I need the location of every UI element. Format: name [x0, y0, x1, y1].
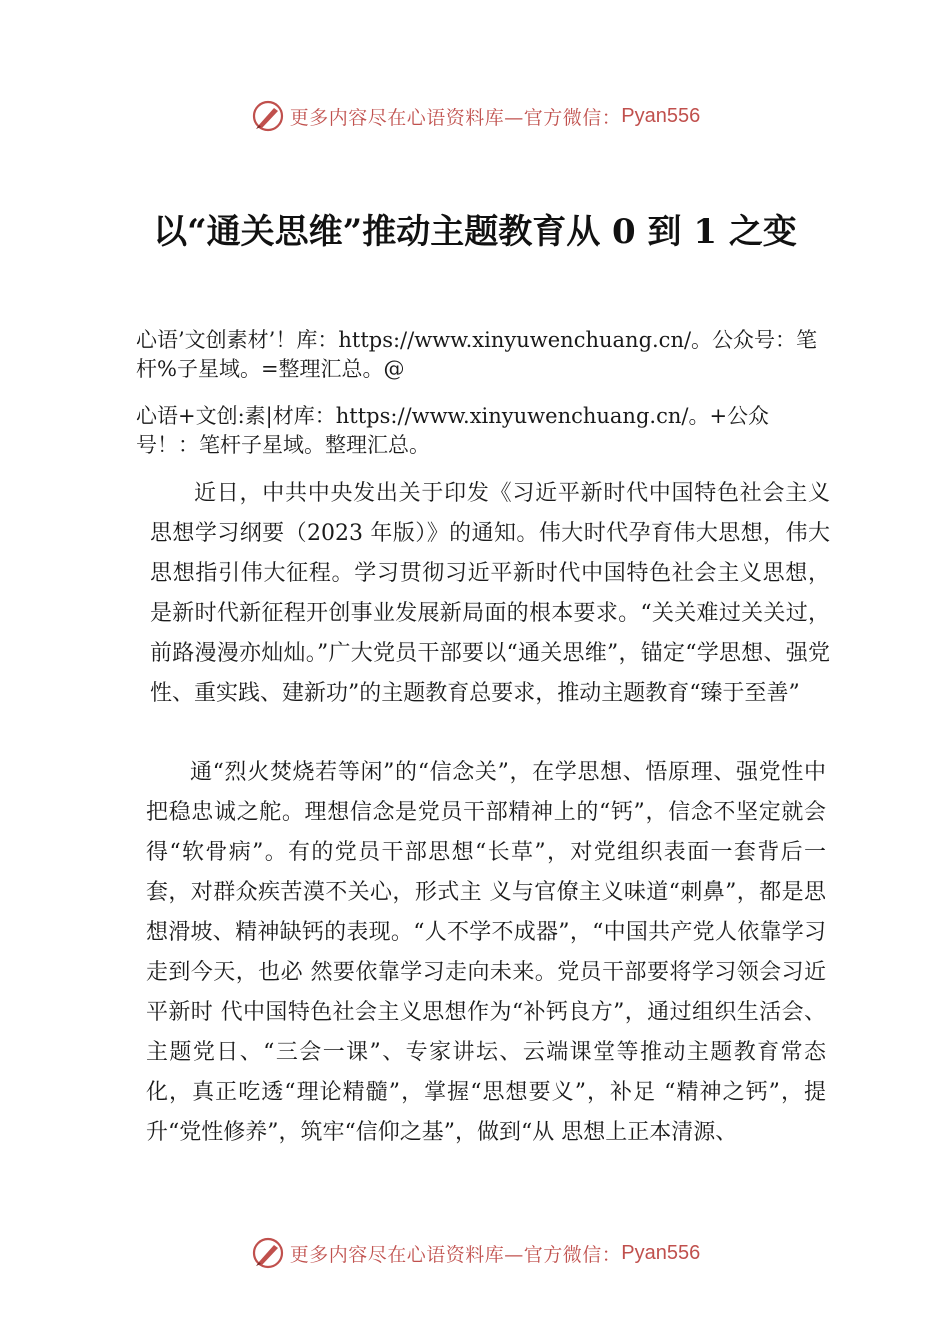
paragraph-2: 通“烈火焚烧若等闲”的“信念关”，在学思想、悟原理、强党性中把稳忠诚之舵。理想信念是党员干部精神上的“钙”，信念不坚定就会得“软骨病”。有的党员干部思想“长草”，对党组织表面一套背后一套，对群众疾苦漠不关心，形式主 义与官僚主义味道“刺鼻”，都是思想滑坡、精神缺钙的表现。“人不学不成器”，“中国共产党人依靠学习走到今天，也必 然要依靠学习走向未来。党员干部要将学习领会习近平新时 代中国特色社会主义思想作为“补钙良方”，通过组织生活会、主题党日、“三会一课”、专家讲坛、云端课堂等推动主题教育常态化，真正吃透“理论精髓”，掌握“思想要义”，补足 “精神之钙”，提升“党性修养”，筑牢“信仰之基”，做到“从 思想上正本清源、	[146, 760, 826, 1145]
paragraph-1: 近日，中共中央发出关于印发《习近平新时代中国特色社会主义思想学习纲要（2023 年版）》的通知。伟大时代孕育伟大思想，伟大思想指引伟大征程。学习贯彻习近平新时代中国特色社会主义思想，是新时代新征程开创事业发展新局面的根本要求。“关关难过关关过，前路漫漫亦灿灿。”广大党员干部要以“通关思维”，锚定“学思想、强党性、重实践、建新功”的主题教育总要求，推动主题教育“臻于至善”	[150, 481, 830, 706]
meta-line-2: 心语+文创:素|材库：https://www.xinyuwenchuang.cn/。+公众号！：笔杆子星域。整理汇总。	[136, 404, 770, 457]
wechat-id: Pyan556	[621, 104, 701, 127]
banner-text: 更多内容尽在心语资料库—官方微信：	[289, 106, 622, 129]
footer-banner	[0, 1233, 950, 1273]
wechat-id: Pyan556	[621, 1241, 701, 1264]
document-title: 以“通关思维”推动主题教育从 0 到 1 之变	[153, 212, 797, 252]
pen-logo-icon	[250, 98, 286, 134]
pen-logo-icon	[250, 1235, 286, 1271]
banner-text: 更多内容尽在心语资料库—官方微信：	[289, 1243, 622, 1266]
header-banner	[0, 96, 950, 136]
meta-line-1: 心语’文创素材’！库：https://www.xinyuwenchuang.cn/。公众号：笔杆%子星域。=整理汇总。@	[136, 328, 818, 381]
